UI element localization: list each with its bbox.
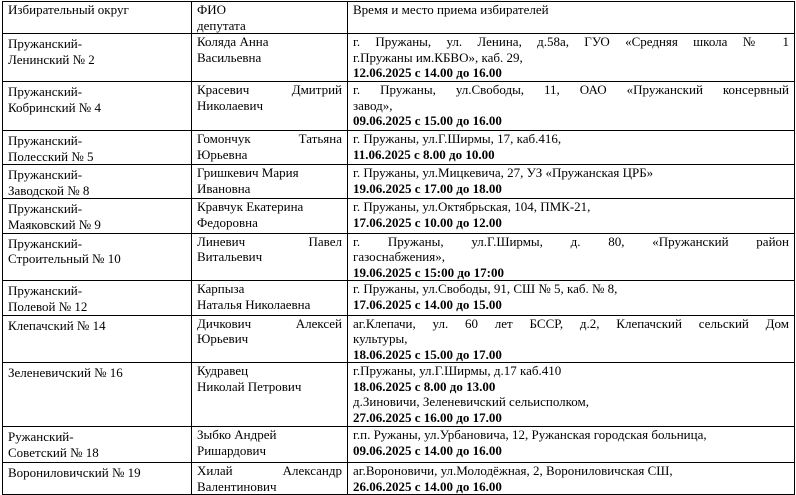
- district-line: Ленинский № 2: [8, 51, 95, 67]
- district-line: Полесский № 5: [8, 148, 94, 164]
- deputy-name-line: Наталья Николаевна: [197, 296, 311, 312]
- district-cell: [3, 233, 192, 281]
- table-header-row: [3, 2, 795, 34]
- reception-cell: [348, 165, 795, 199]
- table-row: [3, 281, 795, 315]
- deputy-name-cell: [192, 81, 348, 130]
- district-cell: [3, 199, 192, 233]
- reception-time: 11.06.2025 с 8.00 до 10.00: [353, 146, 495, 162]
- district-line: Пружанский-: [8, 201, 83, 217]
- reception-time: 12.06.2025 с 14.00 до 16.00: [353, 65, 502, 81]
- reception-time: 19.06.2025 с 17.00 до 18.00: [353, 180, 502, 196]
- reception-place-line: г. Пружаны, ул.Мицкевича, 27, УЗ «Пружанская ЦРБ»: [353, 165, 654, 181]
- table-row: [3, 34, 795, 82]
- district-line: Маяковский № 9: [8, 216, 101, 232]
- deputy-name-line: Федоровна: [197, 214, 258, 230]
- district-cell: [3, 81, 192, 130]
- reception-cell: [348, 315, 795, 363]
- reception-place-line: аг.Клепачи, ул. 60 лет БССР, д.2, Клепачский сельский Дом: [353, 315, 789, 331]
- district-cell: [3, 130, 192, 164]
- reception-place-line: завод»,: [353, 97, 393, 113]
- deputy-name-line: Юрьевна: [197, 146, 248, 162]
- table-row: [3, 463, 795, 495]
- district-line: Ворониловичский № 19: [8, 465, 141, 481]
- district-line: Пружанский-: [8, 36, 83, 52]
- district-line: Пружанский-: [8, 235, 83, 251]
- reception-time: 17.06.2025 с 10.00 до 12.00: [353, 214, 502, 230]
- reception-cell: [348, 363, 795, 427]
- district-line: Заводской № 8: [8, 182, 90, 198]
- reception-place-line: г. Пружаны, ул.Г.Ширмы, 17, каб.416,: [353, 130, 562, 146]
- district-line: Строительный № 10: [8, 251, 121, 267]
- table-row: [3, 199, 795, 233]
- district-cell: [3, 463, 192, 495]
- deputy-name-line: Николай Петрович: [197, 378, 302, 394]
- district-line: Кобринский № 4: [8, 99, 101, 115]
- reception-cell: [348, 427, 795, 463]
- reception-cell: [348, 130, 795, 164]
- reception-place-line: г. Пружаны, ул.Свободы, 91, СШ № 5, каб. № 8,: [353, 281, 618, 297]
- reception-place-line: аг.Вороновичи, ул.Молодёжная, 2, Ворониловичская СШ,: [353, 463, 673, 479]
- deputy-name-line: Ришардович: [197, 442, 267, 458]
- district-cell: [3, 315, 192, 363]
- deputy-name-line: Зыбко Андрей: [197, 427, 277, 443]
- reception-place-line: д.Зиновичи, Зеленевичский сельисполком,: [353, 394, 590, 410]
- deputy-name-line: Кудравец: [197, 363, 249, 379]
- deputy-name-cell: [192, 427, 348, 463]
- reception-place-line: г.Пружаны, ул.Г.Ширмы, д.17 каб.410: [353, 363, 562, 379]
- deputy-name-line: Васильевна: [197, 49, 262, 65]
- district-cell: [3, 34, 192, 82]
- deputy-name-line: Линевич Павел: [197, 233, 342, 249]
- deputy-name-cell: [192, 281, 348, 315]
- reception-cell: [348, 233, 795, 281]
- reception-cell: [348, 199, 795, 233]
- header-deputy-name: ФИО депутата: [192, 2, 348, 34]
- reception-place-line: г.п. Ружаны, ул.Урбановича, 12, Ружанская городская больница,: [353, 427, 707, 443]
- district-cell: [3, 427, 192, 463]
- district-cell: [3, 363, 192, 427]
- deputy-name-cell: [192, 233, 348, 281]
- deputy-name-line: Юрьевич: [197, 331, 249, 347]
- district-line: Полевой № 12: [8, 298, 88, 314]
- deputy-name-cell: [192, 463, 348, 495]
- district-line: Пружанский-: [8, 283, 83, 299]
- table-row: [3, 427, 795, 463]
- reception-place-line: г.Пружаны им.КБВО», каб. 29,: [353, 49, 523, 65]
- reception-time: 18.06.2025 с 15.00 до 17.00: [353, 346, 502, 362]
- district-line: Ружанский-: [8, 429, 74, 445]
- header-reception: Время и место приема избирателей: [348, 2, 795, 34]
- deputy-name-line: Ивановна: [197, 180, 251, 196]
- reception-place-line: г. Пружаны, ул.Г.Ширмы, д. 80, «Пружанский район: [353, 233, 789, 249]
- reception-place-line: г. Пружаны, ул. Ленина, д.58а, ГУО «Средняя школа № 1: [353, 34, 789, 50]
- deputy-name-cell: [192, 363, 348, 427]
- reception-place-line: газоснабжения»,: [353, 249, 445, 265]
- deputy-name-line: Кравчук Екатерина: [197, 199, 304, 215]
- reception-schedule-table: [2, 1, 795, 495]
- reception-cell: [348, 463, 795, 495]
- reception-time: 09.06.2025 с 14.00 до 16.00: [353, 442, 502, 458]
- reception-time: 27.06.2025 с 16.00 до 17.00: [353, 410, 502, 426]
- district-line: Зеленевичский № 16: [8, 365, 123, 381]
- reception-time: 19.06.2025 с 15:00 до 17:00: [353, 264, 505, 280]
- district-cell: [3, 281, 192, 315]
- reception-time: 17.06.2025 с 14.00 до 15.00: [353, 296, 502, 312]
- table-row: [3, 165, 795, 199]
- deputy-name-cell: [192, 199, 348, 233]
- deputy-name-line: Коляда Анна: [197, 34, 269, 50]
- table-row: [3, 315, 795, 363]
- reception-cell: [348, 34, 795, 82]
- deputy-name-cell: [192, 34, 348, 82]
- deputy-name-line: Гришкевич Мария: [197, 165, 299, 181]
- reception-place-line: культуры,: [353, 331, 408, 347]
- reception-time: 26.06.2025 с 14.00 до 16.00: [353, 478, 502, 494]
- district-line: Клепачский № 14: [8, 317, 106, 333]
- header-district: Избирательный округ: [3, 2, 192, 34]
- deputy-name-line: Валентинович: [197, 478, 277, 494]
- table-row: [3, 363, 795, 427]
- deputy-name-line: Красевич Дмитрий: [197, 81, 342, 97]
- table-row: [3, 130, 795, 164]
- reception-time: 18.06.2025 с 8.00 до 13.00: [353, 378, 496, 394]
- table-row: [3, 81, 795, 130]
- reception-time: 09.06.2025 с 15.00 до 16.00: [353, 113, 502, 129]
- reception-cell: [348, 81, 795, 130]
- deputy-name-cell: [192, 130, 348, 164]
- deputy-name-line: Николаевич: [197, 97, 263, 113]
- district-line: Пружанский-: [8, 132, 83, 148]
- deputy-name-cell: [192, 315, 348, 363]
- deputy-name-line: Хилай Александр: [197, 463, 342, 479]
- district-line: Пружанский-: [8, 167, 83, 183]
- district-line: Советский № 18: [8, 444, 99, 460]
- deputy-name-line: Гомончук Татьяна: [197, 130, 342, 146]
- deputy-name-line: Витальевич: [197, 249, 263, 265]
- table-row: [3, 233, 795, 281]
- reception-cell: [348, 281, 795, 315]
- reception-place-line: г. Пружаны, ул.Свободы, 11, ОАО «Пружанский консервный: [353, 81, 789, 97]
- deputy-name-cell: [192, 165, 348, 199]
- district-line: Пружанский-: [8, 83, 83, 99]
- deputy-name-line: Карпыза: [197, 281, 245, 297]
- reception-place-line: г. Пружаны, ул.Октябрьская, 104, ПМК-21,: [353, 199, 591, 215]
- district-cell: [3, 165, 192, 199]
- deputy-name-line: Дичкович Алексей: [197, 315, 342, 331]
